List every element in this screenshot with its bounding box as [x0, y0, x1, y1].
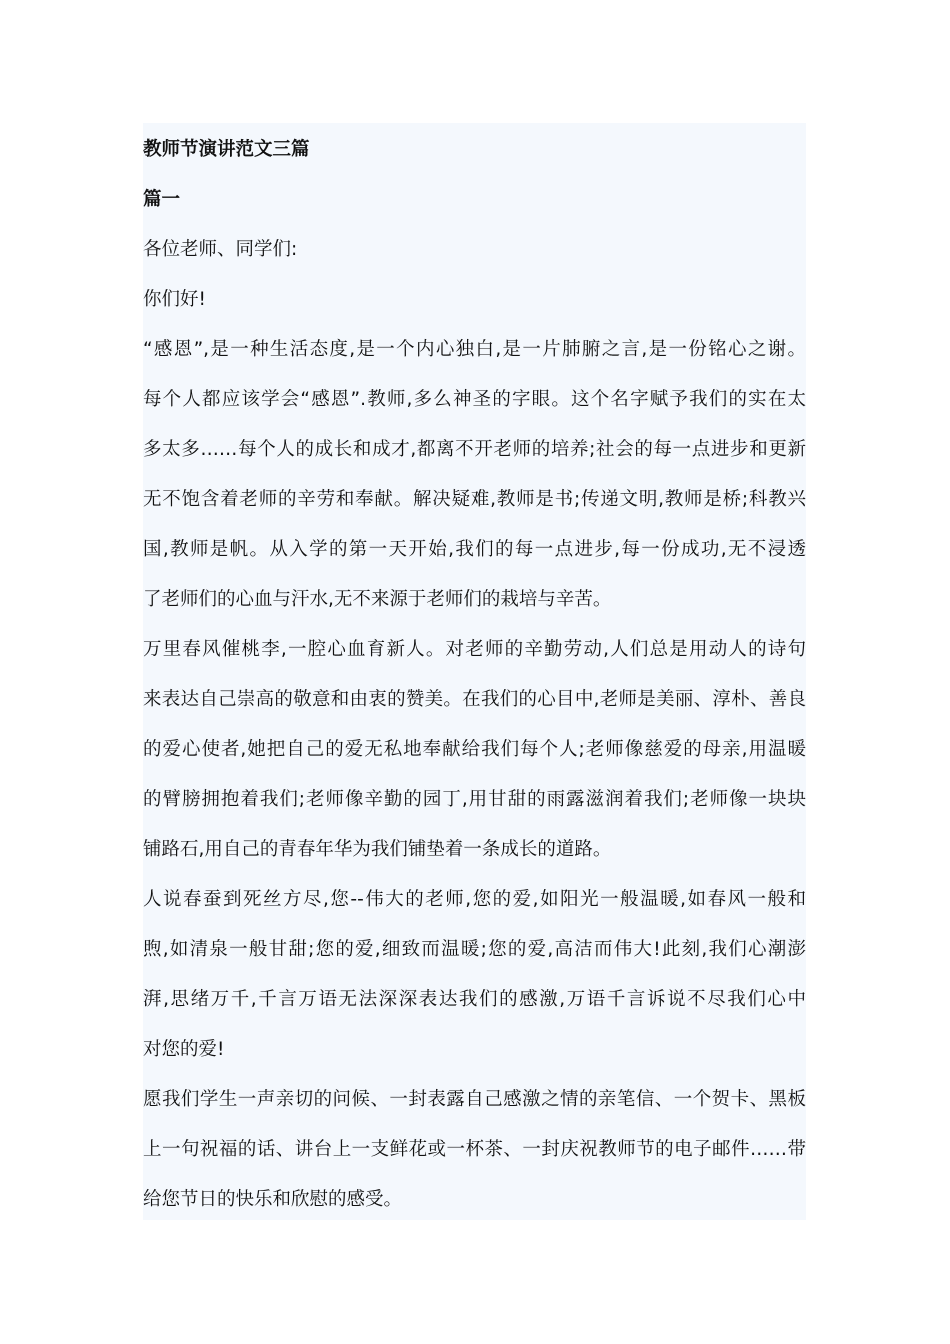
body-line: 每个人都应该学会“感恩”.教师,多么神圣的字眼。这个名字赋予我们的实在太 [143, 389, 806, 410]
body-line: 的爱心使者,她把自己的爱无私地奉献给我们每个人;老师像慈爱的母亲,用温暖 [143, 739, 806, 760]
body-line: 对您的爱! [143, 1039, 225, 1060]
body-line: 铺路石,用自己的青春年华为我们铺垫着一条成长的道路。 [143, 839, 612, 860]
body-line: 上一句祝福的话、讲台上一支鲜花或一杯茶、一封庆祝教师节的电子邮件……带 [143, 1139, 806, 1160]
body-line: 无不饱含着老师的辛劳和奉献。解决疑难,教师是书;传递文明,教师是桥;科教兴 [143, 489, 806, 510]
body-line: 了老师们的心血与汗水,无不来源于老师们的栽培与辛苦。 [143, 589, 612, 610]
body-line: 来表达自己崇高的敬意和由衷的赞美。在我们的心目中,老师是美丽、淳朴、善良 [143, 689, 806, 710]
document-title: 教师节演讲范文三篇 [143, 139, 310, 160]
body-line: 愿我们学生一声亲切的问候、一封表露自己感激之情的亲笔信、一个贺卡、黑板 [143, 1089, 806, 1110]
hello-line: 你们好! [143, 289, 206, 310]
document-body [143, 123, 806, 1220]
greeting-line: 各位老师、同学们: [143, 239, 298, 260]
body-line: 人说春蚕到死丝方尽,您--伟大的老师,您的爱,如阳光一般温暖,如春风一般和 [143, 889, 806, 910]
body-line: 国,教师是帆。从入学的第一天开始,我们的每一点进步,每一份成功,无不浸透 [143, 539, 806, 560]
body-line: 万里春风催桃李,一腔心血育新人。对老师的辛勤劳动,人们总是用动人的诗句 [143, 639, 806, 660]
body-line: 湃,思绪万千,千言万语无法深深表达我们的感激,万语千言诉说不尽我们心中 [143, 989, 806, 1010]
section-heading: 篇一 [143, 189, 181, 210]
body-line: 煦,如清泉一般甘甜;您的爱,细致而温暖;您的爱,高洁而伟大!此刻,我们心潮澎 [143, 939, 806, 960]
body-line: “感恩”,是一种生活态度,是一个内心独白,是一片肺腑之言,是一份铭心之谢。 [143, 339, 806, 360]
body-line: 给您节日的快乐和欣慰的感受。 [143, 1189, 403, 1210]
body-line: 多太多……每个人的成长和成才,都离不开老师的培养;社会的每一点进步和更新 [143, 439, 806, 460]
body-line: 的臂膀拥抱着我们;老师像辛勤的园丁,用甘甜的雨露滋润着我们;老师像一块块 [143, 789, 806, 810]
